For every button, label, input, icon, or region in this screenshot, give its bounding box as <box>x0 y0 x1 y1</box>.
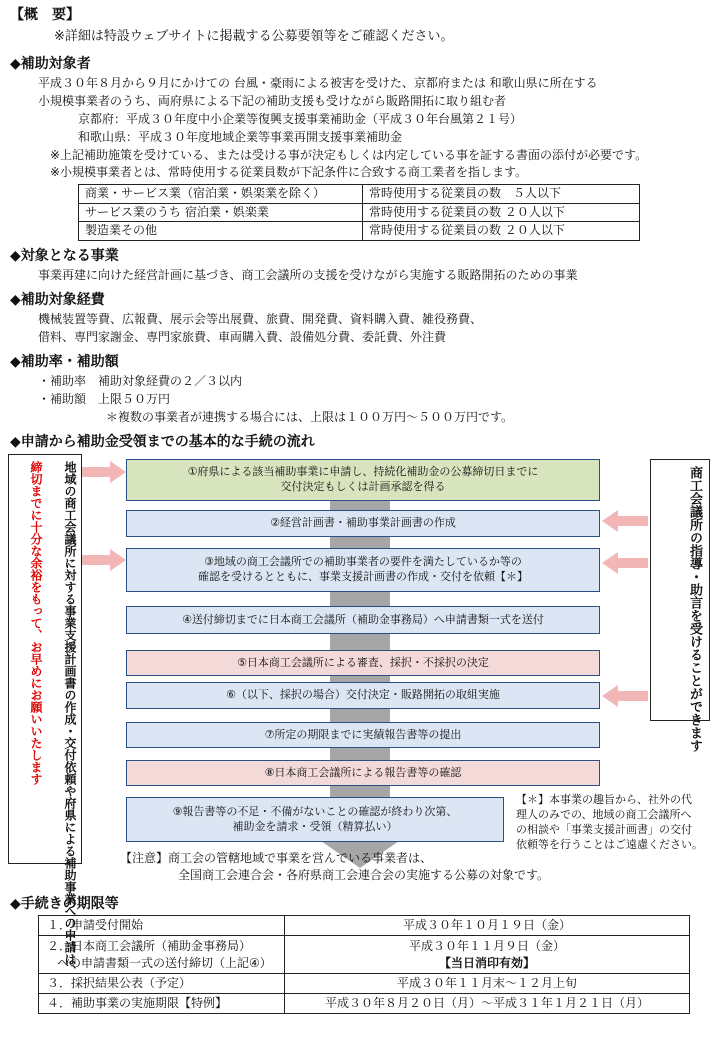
schedule-value-line-1: 平成３０年１１月９日（金） <box>408 939 565 954</box>
table-row <box>79 185 640 204</box>
target-note-1: ※上記補助施策を受けている、または受ける事が決定もしくは内定している事を証する書面の添付が必要です。 <box>50 148 648 162</box>
program-kyoto: 京都府：平成３０年度中小企業等復興支援事業補助金（平成３０年台風第２１号） <box>78 112 523 126</box>
target-line-1: 平成３０年８月から９月にかけての 台風・豪雨による被害を受けた、京都府または 和歌山県に所在する <box>38 76 598 90</box>
expenses-line-2: 借料、専門家謝金、専門家旅費、車両購入費、設備処分費、委託費、外注費 <box>38 330 447 344</box>
rate-line-2: ・補助額 上限５０万円 <box>38 392 171 406</box>
rate-line-3: ＊複数の事業者が連携する場合には、上限は１００万円～５００万円です。 <box>106 410 514 424</box>
target-heading: ◆補助対象者 <box>10 56 91 72</box>
step-3-line-1: ③地域の商工会議所での補助事業者の要件を満たしているか等の <box>204 555 522 569</box>
asterisk-note-line: 依頼等を行うことはご遠慮ください。 <box>516 837 703 851</box>
table-row <box>39 916 690 936</box>
overview-note: ※詳細は特設ウェブサイトに掲載する公募要領等をご確認ください。 <box>54 29 454 44</box>
step-1 <box>126 459 600 501</box>
asterisk-note-line: 【＊】本事業の趣旨から、社外の代 <box>516 793 692 806</box>
table-row <box>79 222 640 241</box>
overview-heading: 【概 要】 <box>10 7 80 23</box>
step-5-line-1: ⑤日本商工会議所による審査、採択・不採択の決定 <box>237 655 489 669</box>
table-row <box>39 974 690 994</box>
table-row <box>79 203 640 222</box>
step-4 <box>126 606 600 634</box>
schedule-value <box>285 936 690 974</box>
step-9-line-1: ⑨報告書等の不足・不備がないことの確認が終わり次第、 <box>172 804 458 818</box>
flow-heading: ◆申請から補助金受領までの基本的な手続の流れ <box>10 434 315 450</box>
schedule-label: ４．補助事業の実施期限【特例】 <box>39 994 285 1014</box>
caution-line-2: 全国商工会連合会・各府県商工会連合会の実施する公募の対象です。 <box>178 868 550 882</box>
step-2-line-1: ②経営計画書・補助事業計画書の作成 <box>270 516 456 530</box>
asterisk-note <box>516 793 703 852</box>
expenses-heading: ◆補助対象経費 <box>10 292 105 308</box>
table-row <box>39 994 690 1014</box>
table-cell: 常時使用する従業員の数 ５人以下 <box>363 185 640 204</box>
right-note-text: 商工会議所の指導・助言を受けることができます <box>687 466 702 752</box>
left-note-black: 地域の商工会議所に対する事業支援計画書の作成・交付依頼や府県による補助事業への申請は、 <box>63 461 77 977</box>
schedule-label <box>39 936 285 974</box>
step-8-line-1: ⑧日本商工会議所による報告書等の確認 <box>264 765 462 779</box>
step-1-line-2: 交付決定もしくは計画承認を得る <box>280 480 446 493</box>
target-note-2: ※小規模事業者とは、常時使用する従業員数が下記条件に合致する商工業者を指します。 <box>50 165 528 179</box>
target-line-2: 小規模事業者のうち、両府県による下記の補助支援も受けながら販路開拓に取り組む者 <box>38 94 507 108</box>
expenses-line-1: 機械装置等費、広報費、展示会等出展費、旅費、開発費、資料購入費、雑役務費、 <box>38 312 483 326</box>
arrow-left-icon <box>602 510 648 532</box>
step-8 <box>126 760 600 786</box>
table-cell: 商業・サービス業（宿泊業・娯楽業を除く） <box>79 185 363 204</box>
step-9 <box>126 797 504 842</box>
asterisk-note-line: 理人のみでの、地域の商工会議所へ <box>516 807 692 821</box>
arrow-left-icon <box>602 552 648 574</box>
schedule-label: １．申請受付開始 <box>39 916 285 936</box>
step-6 <box>126 682 600 709</box>
schedule-value: 平成３０年１０月１９日（金） <box>285 916 690 936</box>
schedule-label-line-2: への申請書類一式の送付締切（上記④） <box>57 955 272 970</box>
arrow-right-icon <box>82 549 126 571</box>
step-4-line-1: ④送付締切までに日本商工会議所（補助金事務局）へ申請書類一式を送付 <box>182 612 544 626</box>
table-cell: 製造業その他 <box>79 222 363 241</box>
step-3-line-2: 確認を受けるとともに、事業支援計画書の作成・交付を依頼【＊】 <box>198 570 528 583</box>
table-row <box>39 936 690 974</box>
employee-table <box>78 184 640 241</box>
step-9-line-2: 補助金を請求・受領（精算払い） <box>232 819 398 833</box>
step-2 <box>126 510 600 537</box>
schedule-heading: ◆手続きの期限等 <box>10 896 119 912</box>
schedule-label: ３．採択結果公表（予定） <box>39 974 285 994</box>
schedule-value-line-2: 【当日消印有効】 <box>438 955 535 970</box>
table-cell: サービス業のうち 宿泊業・娯楽業 <box>79 203 363 222</box>
asterisk-note-line: の相談や「事業支援計画書」の交付 <box>516 822 692 836</box>
table-cell: 常時使用する従業員の数 ２０人以下 <box>363 222 640 241</box>
step-7 <box>126 722 600 748</box>
caution-line-1: 【注意】商工会の管轄地域で事業を営んでいる事業者は、 <box>120 851 433 865</box>
step-1-line-1: ①府県による該当補助事業に申請し、持続化補助金の公募締切日までに <box>187 465 539 479</box>
schedule-label-line-1: ２．日本商工会議所（補助金事務局） <box>47 939 252 954</box>
arrow-right-icon <box>82 461 126 483</box>
business-heading: ◆対象となる事業 <box>10 248 119 264</box>
schedule-table <box>38 915 690 1014</box>
step-7-line-1: ⑦所定の期限までに実績報告書等の提出 <box>264 727 462 741</box>
right-note-box <box>650 459 710 752</box>
table-cell: 常時使用する従業員の数 ２０人以下 <box>363 203 640 222</box>
step-5 <box>126 650 600 676</box>
step-3 <box>126 548 600 592</box>
rate-line-1: ・補助率 補助対象経費の２／３以内 <box>38 374 243 388</box>
program-wakayama: 和歌山県：平成３０年度地域企業等事業再開支援事業補助金 <box>78 130 403 144</box>
rate-heading: ◆補助率・補助額 <box>10 354 119 370</box>
step-6-line-1: ⑥（以下、採択の場合）交付決定・販路開拓の取組実施 <box>226 688 500 702</box>
schedule-value: 平成３０年８月２０日（月）～平成３１年１月２１日（月） <box>285 994 690 1014</box>
schedule-value: 平成３０年１１月末～１２月上旬 <box>285 974 690 994</box>
left-note-red: 締切までに十分な余裕をもって、お早めにお願いいたします <box>29 461 43 785</box>
business-line: 事業再建に向けた経営計画に基づき、商工会議所の支援を受けながら実施する販路開拓のための事業 <box>38 268 578 282</box>
arrow-left-icon <box>602 685 648 707</box>
